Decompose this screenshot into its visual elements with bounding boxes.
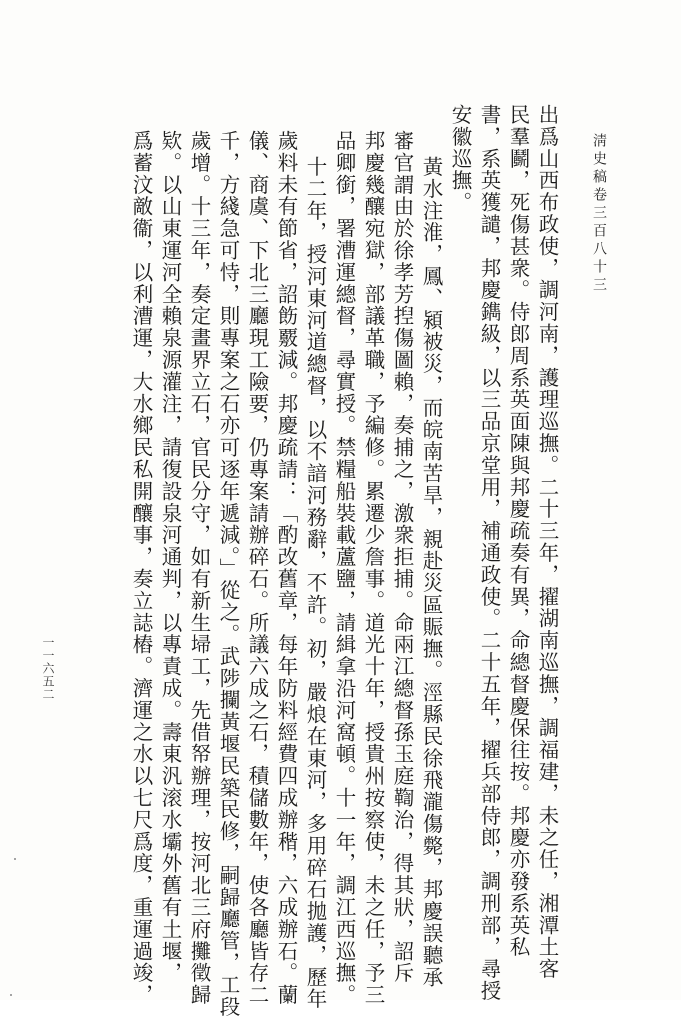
text-column: 邦慶幾釀宛獄，部議革職，予編修。累遷少詹事。道光十年，授貴州按察使，未之任，予三 — [361, 130, 385, 1006]
text-column: 民羣鬬，死傷甚衆。侍郎周系英面陳與邦慶疏奏有異，命總督慶保往按。邦慶亦發系英私 — [506, 104, 530, 959]
page-number: 一一六五二 — [41, 636, 55, 701]
text-column: 歲料未有節省，詔飭覈減。邦慶疏請：「酌改舊章，每年防料經費四成辦稭，六成辦石。蘭 — [274, 130, 298, 1006]
text-column: 安徽巡撫。 — [448, 104, 472, 214]
running-title: 淸史稿卷三百八十三 — [591, 133, 607, 295]
text-column: 出爲山西布政使，調河南，護理巡撫。二十三年，擢湖南巡撫，調福建，未之任，湘潭土客 — [535, 104, 559, 980]
text-column: 儀、商虞、下北三廳現工險要，仍專案請辦碎石。所議六成之石，積儲數年，使各廳皆存二 — [245, 130, 269, 1006]
text-column: 審官謂由於徐孝芳揑傷圖賴，奏捕之，激衆拒捕。命兩江總督孫玉庭鞫治，得其狀，詔斥 — [390, 130, 414, 985]
text-column: 爲蓄汶敵衞，以利漕運，大水鄉民私開釀事，奏立誌樁。濟運之水以七尺爲度，重運過竣， — [129, 130, 153, 1006]
scan-speck — [10, 994, 12, 996]
scan-speck — [14, 858, 16, 860]
text-column: 黃水注淮，鳳、潁被災，而皖南苦旱，親赴災區賑撫。涇縣民徐飛瀧傷斃，邦慶誤聽承 — [419, 156, 443, 989]
text-column: 欵。以山東運河全賴泉源灌注，請復設泉河通判，以專責成。壽東汎滚水壩外舊有土堰， — [158, 130, 182, 985]
text-column: 歲增。十三年，奏定畫界立石，官民分守，如有新生埽工，先借帑辦理，按河北三府攤徵歸 — [187, 130, 211, 1006]
text-column: 十二年，授河東河道總督，以不諳河務辭，不許。初，嚴烺在東河，多用碎石拋護，歷年 — [303, 156, 327, 1011]
text-column: 品卿銜，署漕運總督，尋實授。禁糧船裝載蘆鹽，請緝拿沿河窩頓。十一年，調江西巡撫。 — [332, 130, 356, 1006]
text-column: 書，系英獲譴，邦慶鐫級，以三品京堂用，補通政使。二十五年，擢兵部侍郎，調刑部，尋授 — [477, 104, 501, 1002]
text-column: 千，方綫急可恃，則專案之石亦可逐年遞減。」從之。武陟攔黃堰民築民修，嗣歸廳管，工段 — [216, 130, 240, 1018]
